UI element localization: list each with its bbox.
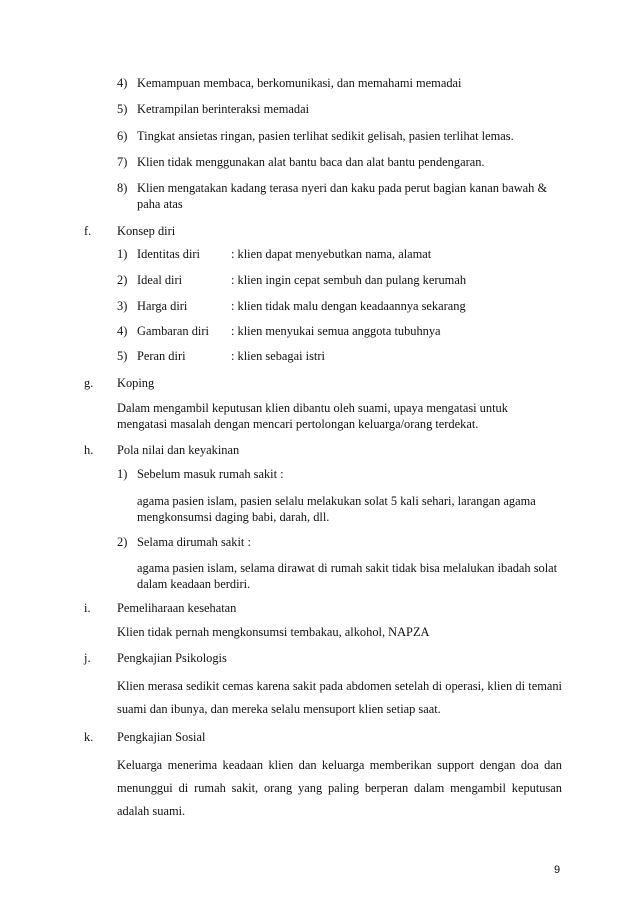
section-letter: h. <box>84 443 94 457</box>
sub-body: agama pasien islam, pasien selalu melakukan solat 5 kali sehari, larangan agama mengkonsumsi daging babi, darah, dll. <box>137 494 536 524</box>
field-label: Gambaran diri <box>137 324 209 338</box>
section-title: Pengkajian Psikologis <box>117 651 227 665</box>
section-body: Klien tidak pernah mengkonsumsi tembakau, alkohol, NAPZA <box>117 625 430 639</box>
list-number: 5) <box>117 349 128 363</box>
list-number: 6) <box>117 129 128 143</box>
section-letter: i. <box>84 601 91 615</box>
list-number: 4) <box>117 324 128 338</box>
field-value: : klien tidak malu dengan keadaannya sekarang <box>231 299 466 313</box>
field-label: Peran diri <box>137 349 186 363</box>
list-number: 3) <box>117 299 128 313</box>
field-value: : klien ingin cepat sembuh dan pulang kerumah <box>231 273 467 287</box>
list-number: 1) <box>117 247 128 261</box>
list-number: 5) <box>117 102 128 116</box>
list-number: 4) <box>117 76 128 90</box>
list-item-text: Ketrampilan berinteraksi memadai <box>137 102 310 116</box>
section-body: Dalam mengambil keputusan klien dibantu oleh suami, upaya mengatasi untuk mengatasi masalah dengan mencari pertolongan keluarga/orang terdekat. <box>117 401 508 431</box>
section-letter: g. <box>84 376 94 390</box>
section-letter: f. <box>84 224 92 238</box>
field-value: : klien sebagai istri <box>231 349 325 363</box>
list-item-text: Tingkat ansietas ringan, pasien terlihat sedikit gelisah, pasien terlihat lemas. <box>137 129 514 143</box>
sub-heading: Sebelum masuk rumah sakit : <box>137 467 284 481</box>
list-item-text: Klien mengatakan kadang terasa nyeri dan kaku pada perut bagian kanan bawah & paha atas <box>137 181 548 211</box>
field-value: : klien menyukai semua anggota tubuhnya <box>231 324 441 338</box>
section-title: Pengkajian Sosial <box>117 730 206 744</box>
section-title: Konsep diri <box>117 224 176 238</box>
field-label: Identitas diri <box>137 247 200 261</box>
section-letter: k. <box>84 730 94 744</box>
section-title: Pola nilai dan keyakinan <box>117 443 240 457</box>
section-body: Klien merasa sedikit cemas karena sakit pada abdomen setelah di operasi, klien di temani suami dan ibunya, dan mereka selalu mensuport klien setiap saat. <box>117 679 562 716</box>
page-number: 9 <box>554 864 561 876</box>
field-value: : klien dapat menyebutkan nama, alamat <box>231 247 432 261</box>
section-title: Koping <box>117 376 155 390</box>
field-label: Ideal diri <box>137 273 183 287</box>
list-number: 2) <box>117 273 128 287</box>
list-number: 1) <box>117 467 128 481</box>
list-number: 2) <box>117 535 128 549</box>
section-letter: j. <box>84 651 91 665</box>
section-body: Keluarga menerima keadaan klien dan keluarga memberikan support dengan doa dan menunggui di rumah sakit, orang yang paling berperan dalam mengambil keputusan adalah suami. <box>117 758 562 818</box>
section-title: Pemeliharaan kesehatan <box>117 601 237 615</box>
list-item-text: Kemampuan membaca, berkomunikasi, dan memahami memadai <box>137 76 462 90</box>
sub-heading: Selama dirumah sakit : <box>137 535 251 549</box>
field-label: Harga diri <box>137 299 188 313</box>
list-number: 7) <box>117 155 128 169</box>
list-item-text: Klien tidak menggunakan alat bantu baca dan alat bantu pendengaran. <box>137 155 485 169</box>
sub-body: agama pasien islam, selama dirawat di rumah sakit tidak bisa melalukan ibadah solat dalam keadaan berdiri. <box>137 561 558 591</box>
list-number: 8) <box>117 181 128 195</box>
